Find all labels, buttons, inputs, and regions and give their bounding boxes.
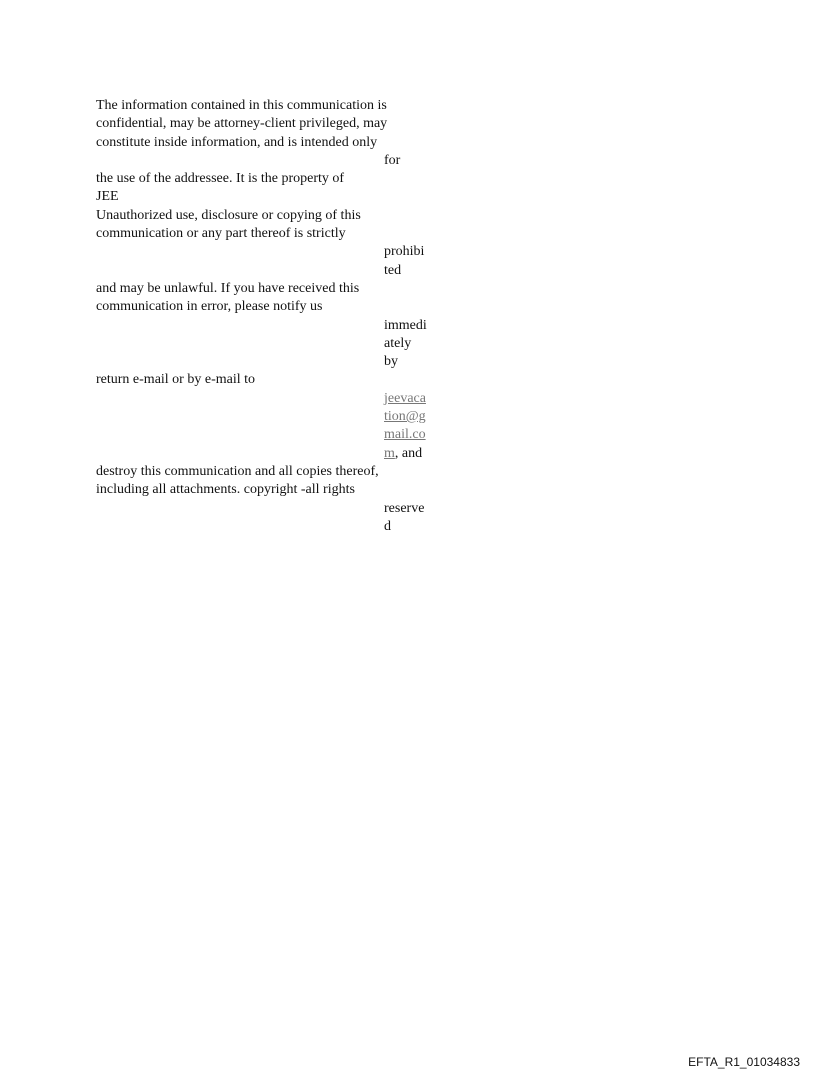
email-link-part[interactable]: jeevaca	[384, 390, 426, 406]
disclaimer-line: the use of the addressee. It is the property of	[96, 171, 345, 187]
disclaimer-line: prohibi	[384, 244, 425, 260]
closing-line: including all attachments. copyright -all rights	[96, 482, 355, 498]
disclaimer-line: communication or any part thereof is strictly	[96, 226, 346, 242]
disclaimer-line: immedi	[384, 317, 427, 333]
disclaimer-line: ted	[384, 262, 402, 278]
closing-line: destroy this communication and all copies thereof,	[96, 463, 379, 479]
email-line	[96, 390, 456, 408]
disclaimer-line: The information contained in this communication is	[96, 98, 387, 113]
email-link-part[interactable]: mail.co	[384, 427, 426, 443]
email-line	[96, 408, 456, 426]
email-link-part[interactable]: tion@g	[384, 409, 426, 425]
disclaimer-line: and may be unlawful. If you have received this	[96, 280, 360, 296]
disclaimer-line: communication in error, please notify us	[96, 299, 323, 315]
disclaimer-line: confidential, may be attorney-client privileged, may	[96, 116, 388, 132]
disclaimer-line: by	[384, 354, 398, 370]
disclaimer-line: return e-mail or by e-mail to	[96, 372, 255, 388]
after-email-text: , and	[394, 445, 423, 461]
disclaimer-line: Unauthorized use, disclosure or copying of this	[96, 207, 361, 223]
disclaimer-line: for	[384, 152, 401, 168]
email-line	[96, 445, 456, 463]
disclaimer-line: JEE	[96, 189, 119, 205]
disclaimer-line: ately	[384, 335, 412, 351]
closing-line: reserve	[384, 500, 425, 516]
document-id: EFTA_R1_01034833	[688, 1055, 800, 1069]
confidentiality-disclaimer	[96, 97, 456, 536]
email-link-part[interactable]: m	[384, 445, 395, 461]
closing-line: d	[384, 518, 391, 534]
email-line	[96, 426, 456, 444]
disclaimer-line: constitute inside information, and is intended only	[96, 134, 378, 150]
